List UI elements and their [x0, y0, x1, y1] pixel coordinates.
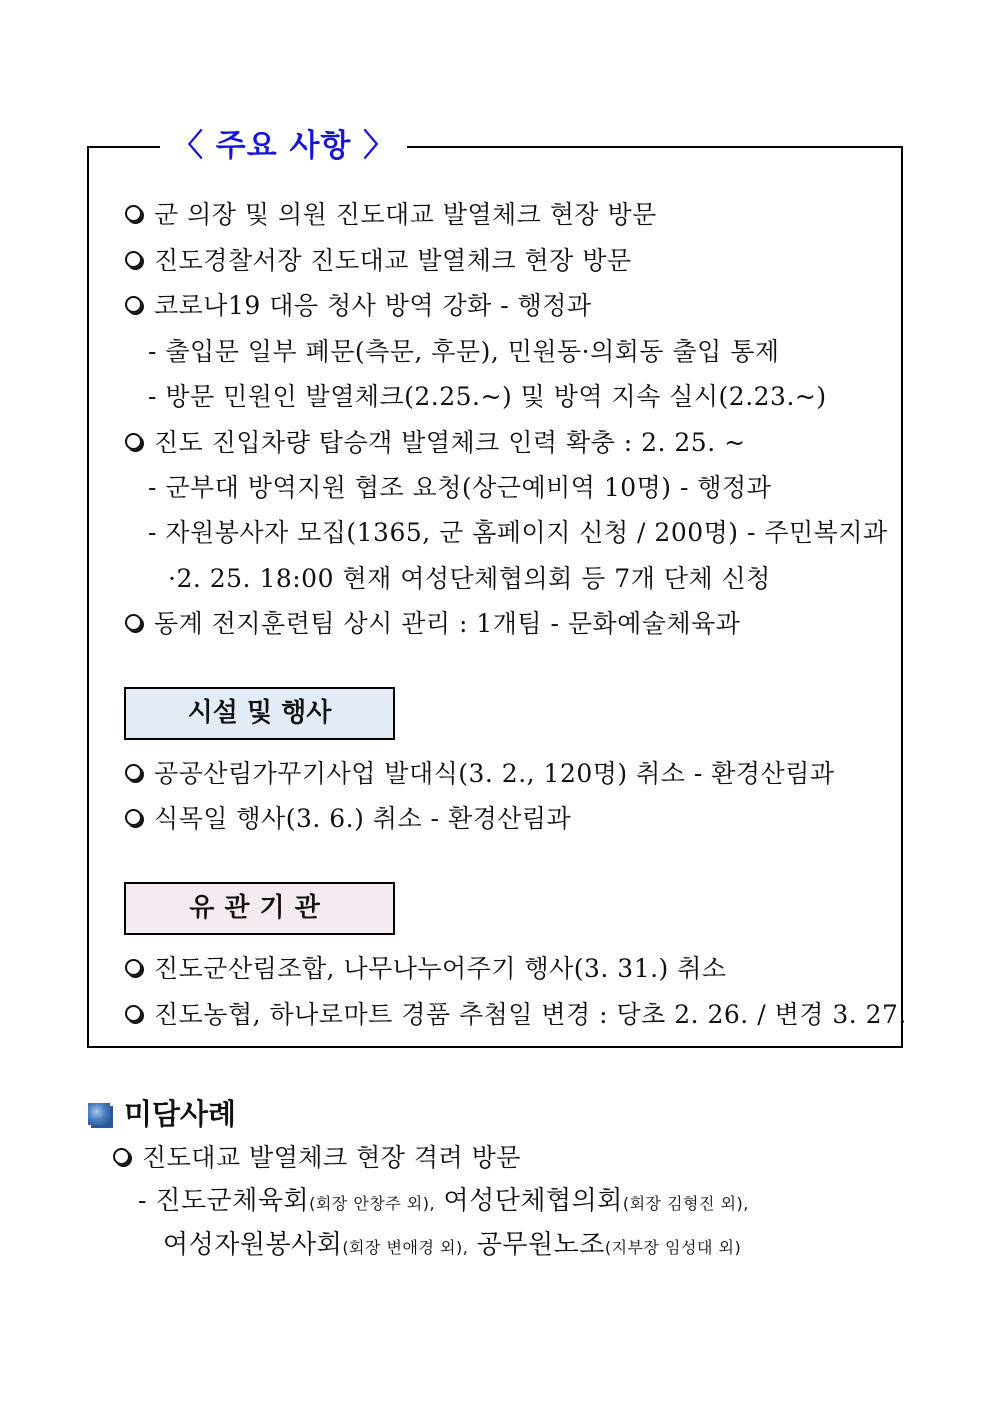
dash: -	[138, 1186, 147, 1215]
circle-bullet-icon	[125, 764, 142, 781]
circle-bullet-icon	[125, 205, 142, 222]
circle-bullet-icon	[125, 1005, 142, 1022]
circle-bullet-icon	[125, 251, 142, 268]
sub-item: - 방문 민원인 발열체크(2.25.~) 및 방역 지속 실시(2.23.~)	[148, 382, 827, 411]
anecdote-groups-line-2	[163, 1230, 741, 1263]
square-bullet-icon	[88, 1103, 110, 1125]
list-item	[125, 246, 632, 276]
circle-bullet-icon	[125, 614, 142, 631]
sub-item: - 자원봉사자 모집(1365, 군 홈페이지 신청 / 200명) - 주민복지과	[148, 518, 888, 547]
list-item	[125, 1000, 907, 1030]
sub-item: - 출입문 일부 폐문(측문, 후문), 민원동·의회동 출입 통제	[148, 337, 780, 366]
list-item	[125, 200, 657, 230]
group-name: 여성자원봉사회	[163, 1230, 343, 1260]
circle-bullet-icon	[113, 1148, 130, 1165]
item-text: 동계 전지훈련팀 상시 관리 : 1개팀 - 문화예술체육과	[154, 609, 741, 638]
item-text: 진도대교 발열체크 현장 격려 방문	[142, 1143, 521, 1172]
list-item	[125, 954, 727, 984]
circle-bullet-icon	[125, 296, 142, 313]
list-item	[125, 428, 746, 458]
item-text: 진도농협, 하나로마트 경품 추첨일 변경 : 당초 2. 26. / 변경 3. 27.	[154, 1000, 907, 1029]
group-note: (지부장 임성대 외)	[604, 1238, 742, 1257]
item-text: 진도 진입차량 탑승객 발열체크 인력 확충 : 2. 25. ~	[154, 428, 746, 457]
list-item	[125, 804, 571, 834]
anecdote-groups-line-1	[138, 1186, 749, 1219]
sub-sub-item: ·2. 25. 18:00 현재 여성단체협의회 등 7개 단체 신청	[168, 564, 771, 593]
key-items-title: 〈 주요 사항 〉	[160, 120, 407, 172]
group-note: (회장 변애경 외),	[342, 1238, 469, 1257]
item-text: 식목일 행사(3. 6.) 취소 - 환경산림과	[154, 804, 572, 833]
circle-bullet-icon	[125, 809, 142, 826]
list-item	[125, 291, 592, 321]
item-text: 진도경찰서장 진도대교 발열체크 현장 방문	[154, 246, 632, 275]
group-name: 공무원노조	[476, 1230, 605, 1260]
item-text: 군 의장 및 의원 진도대교 발열체크 현장 방문	[154, 200, 657, 229]
facilities-heading: 시설 및 행사	[124, 687, 395, 740]
anecdote-title-text: 미담사례	[124, 1097, 237, 1131]
anecdote-section-title	[88, 1094, 236, 1134]
sub-item: - 군부대 방역지원 협조 요청(상근예비역 10명) - 행정과	[148, 473, 772, 502]
group-note: (회장 김형진 외),	[622, 1194, 749, 1213]
item-text: 진도군산림조합, 나무나누어주기 행사(3. 31.) 취소	[154, 954, 727, 983]
item-text: 코로나19 대응 청사 방역 강화 - 행정과	[154, 291, 592, 320]
list-item	[125, 609, 740, 639]
item-text: 공공산림가꾸기사업 발대식(3. 2., 120명) 취소 - 환경산림과	[154, 759, 835, 788]
circle-bullet-icon	[125, 433, 142, 450]
group-name: 여성단체협의회	[443, 1186, 623, 1216]
agencies-heading: 유관기관	[124, 882, 395, 935]
group-note: (회장 안창주 외),	[309, 1194, 436, 1213]
list-item	[113, 1143, 521, 1173]
group-name: 진도군체육회	[155, 1186, 310, 1216]
list-item	[125, 759, 835, 789]
circle-bullet-icon	[125, 959, 142, 976]
